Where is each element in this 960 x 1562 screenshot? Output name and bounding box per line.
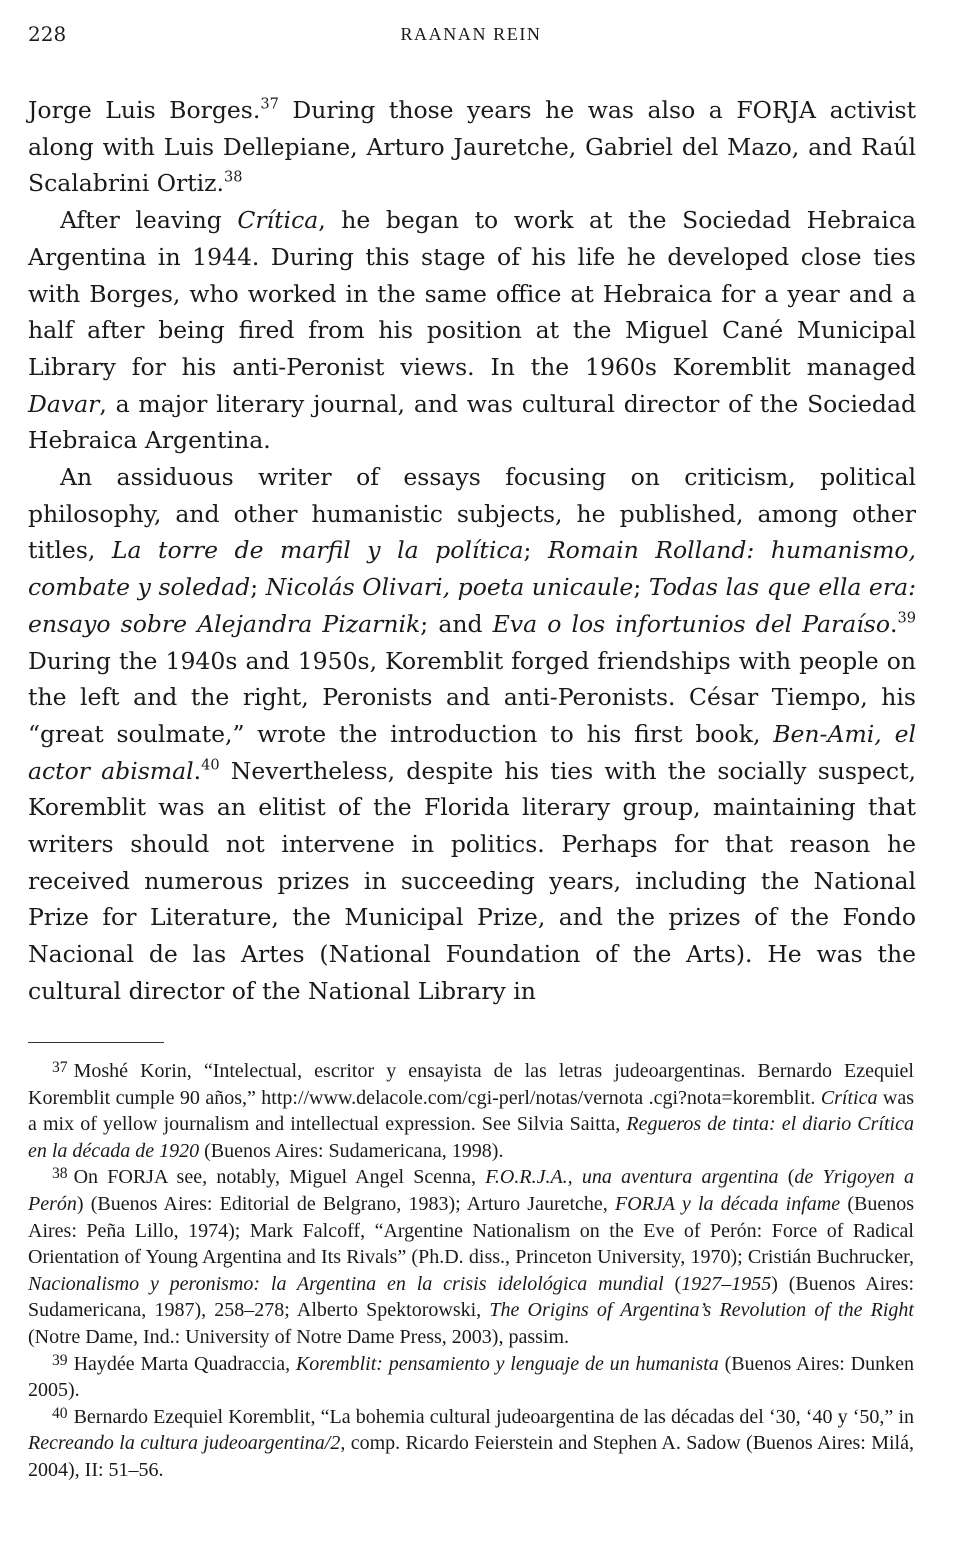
text-run: .: [890, 609, 898, 638]
paragraph-2: [28, 202, 916, 459]
italic-title: Ben-Ami, el actor abismal: [28, 719, 916, 785]
italic-title: F.O.R.J.A., una aventura argentina: [485, 1166, 779, 1189]
text-run: ;: [523, 536, 548, 565]
italic-title: Crítica: [237, 206, 319, 235]
footnote-ref-40: 40: [201, 756, 220, 774]
footnote-37: [28, 1058, 914, 1164]
italic-title: Davar: [28, 389, 100, 418]
text-run: ) (Buenos Aires: Editorial de Belgrano, 1983); Arturo Jauretche,: [76, 1192, 616, 1215]
text-run: During those years he was also a FORJA activist along with Luis Dellepiane, Arturo Jauretche, Gabriel del Mazo, and Raúl Scalabrini Ortiz.: [28, 96, 917, 198]
text-run: On FORJA see, notably, Miguel Angel Scenna,: [73, 1166, 486, 1189]
footnote-40: [28, 1404, 914, 1484]
italic-title: Nicolás Olivari, poeta unicaule: [265, 573, 634, 602]
text-run: ;: [633, 573, 649, 602]
text-run: (Buenos Aires: Dunken 2005).: [28, 1352, 914, 1402]
footnote-ref-39: 39: [897, 609, 917, 627]
footnote-rule: [28, 1042, 164, 1043]
text-run: Bernardo Ezequiel Koremblit, “La bohemia cultural judeoargentina de las décadas del ‘30, ‘40 y ‘50,” in: [73, 1405, 914, 1428]
text-run: (: [663, 1272, 682, 1295]
text-run: (Buenos Aires: Sudamericana, 1998).: [199, 1139, 504, 1162]
text-run: Jorge Luis Borges.: [28, 96, 261, 124]
text-run: .: [193, 756, 202, 785]
text-run: Haydée Marta Quadraccia,: [73, 1352, 296, 1375]
footnote-number: 37: [52, 1059, 68, 1077]
text-run: Moshé Korin, “Intelectual, escritor y ensayista de las letras judeoargentinas. Bernardo Ezequiel Koremblit cumple 90 años,” http://www.delacole.com/cgi-perl/notas/vernota .cgi?nota=koremblit.: [28, 1060, 914, 1109]
italic-title: Koremblit: pensamiento y lenguaje de un humanista: [295, 1352, 719, 1375]
italic-title: FORJA y la década infame: [615, 1192, 841, 1215]
text-run: During the 1940s and 1950s, Koremblit forged friendships with people on the left and the right, Peronists and anti-Peronists. César Tiempo, his “great soulmate,” wrote the introduction to his first book,: [28, 646, 916, 748]
italic-title: Crítica: [820, 1086, 878, 1109]
footnote-number: 39: [52, 1351, 68, 1369]
running-head: RAANAN REIN: [400, 24, 542, 44]
page-number: 228: [28, 22, 67, 46]
italic-title: Todas las que ella era: ensayo sobre Alejandra Pizarnik: [28, 573, 917, 638]
text-run: ) (Buenos Aires: Sudamericana, 1987), 258–278; Alberto Spektorowski,: [28, 1272, 914, 1322]
text-run: , comp. Ricardo Feierstein and Stephen A. Sadow (Buenos Aires: Milá, 2004), II: 51–56.: [28, 1432, 914, 1481]
text-run: An assiduous writer of essays focusing on criticism, political philosophy, and other humanistic subjects, he published, among other titles,: [28, 463, 916, 565]
body-text: [28, 92, 916, 1010]
italic-title: de Yrigoyen a Perón: [28, 1166, 914, 1215]
paragraph-3: [28, 459, 916, 1010]
text-run: (Notre Dame, Ind.: University of Notre Dame Press, 2003), passim.: [28, 1325, 569, 1348]
italic-title: Nacionalismo y peronismo: la Argentina en la crisis idelológica mundial: [28, 1272, 664, 1295]
footnote-ref-38: 38: [224, 168, 243, 186]
text-run: ; and: [420, 609, 493, 638]
text-run: , a major literary journal, and was cultural director of the Sociedad Hebraica Argentina.: [28, 389, 916, 455]
text-run: ;: [250, 573, 266, 602]
text-run: (Buenos Aires: Peña Lillo, 1974); Mark Falcoff, “Argentine Nationalism on the Eve of Perón: Force of Radical Orientation of Young Argentina and Its Rivals” (Ph.D. diss., Princeton University, 1970); Cristián Buchrucker,: [28, 1192, 914, 1269]
paragraph-1: [28, 92, 916, 202]
italic-title: 1927–1955: [681, 1272, 772, 1295]
italic-title: Recreando la cultura judeoargentina/2: [28, 1432, 341, 1455]
italic-title: The Origins of Argentina’s Revolution of the Right: [489, 1299, 914, 1322]
page-header: [28, 22, 914, 52]
footnote-number: 40: [52, 1404, 68, 1422]
text-run: Nevertheless, despite his ties with the socially suspect, Koremblit was an elitist of the Florida literary group, maintaining that writers should not intervene in politics. Perhaps for that reason he received numerous prizes in succeeding years, including the National Prize for Literature, the Municipal Prize, and the prizes of the Fondo Nacional de las Artes (National Foundation of the Arts). He was the cultural director of the National Library in: [28, 756, 916, 1005]
footnote-ref-37: 37: [260, 95, 279, 113]
text-run: After leaving: [60, 206, 238, 235]
footnote-39: [28, 1351, 914, 1404]
text-run: , he began to work at the Sociedad Hebraica Argentina in 1944. During this stage of his life he developed close ties with Borges, who worked in the same office at Hebraica for a year and a half after being fired from his position at the Miguel Cané Municipal Library for his anti-Peronist views. In the 1960s Koremblit managed: [28, 206, 916, 381]
text-run: was a mix of yellow journalism and intellectual expression. See Silvia Saitta,: [28, 1086, 915, 1136]
italic-title: La torre de marfil y la política: [111, 536, 524, 565]
footnote-number: 38: [52, 1165, 68, 1183]
italic-title: Eva o los infortunios del Paraíso: [492, 609, 890, 638]
footnotes: [28, 1058, 914, 1484]
italic-title: Regueros de tinta: el diario Crítica en la década de 1920: [28, 1113, 914, 1162]
text-run: (: [778, 1166, 795, 1189]
italic-title: Romain Rolland: humanismo, combate y soledad: [28, 536, 916, 602]
footnote-38: [28, 1164, 914, 1350]
